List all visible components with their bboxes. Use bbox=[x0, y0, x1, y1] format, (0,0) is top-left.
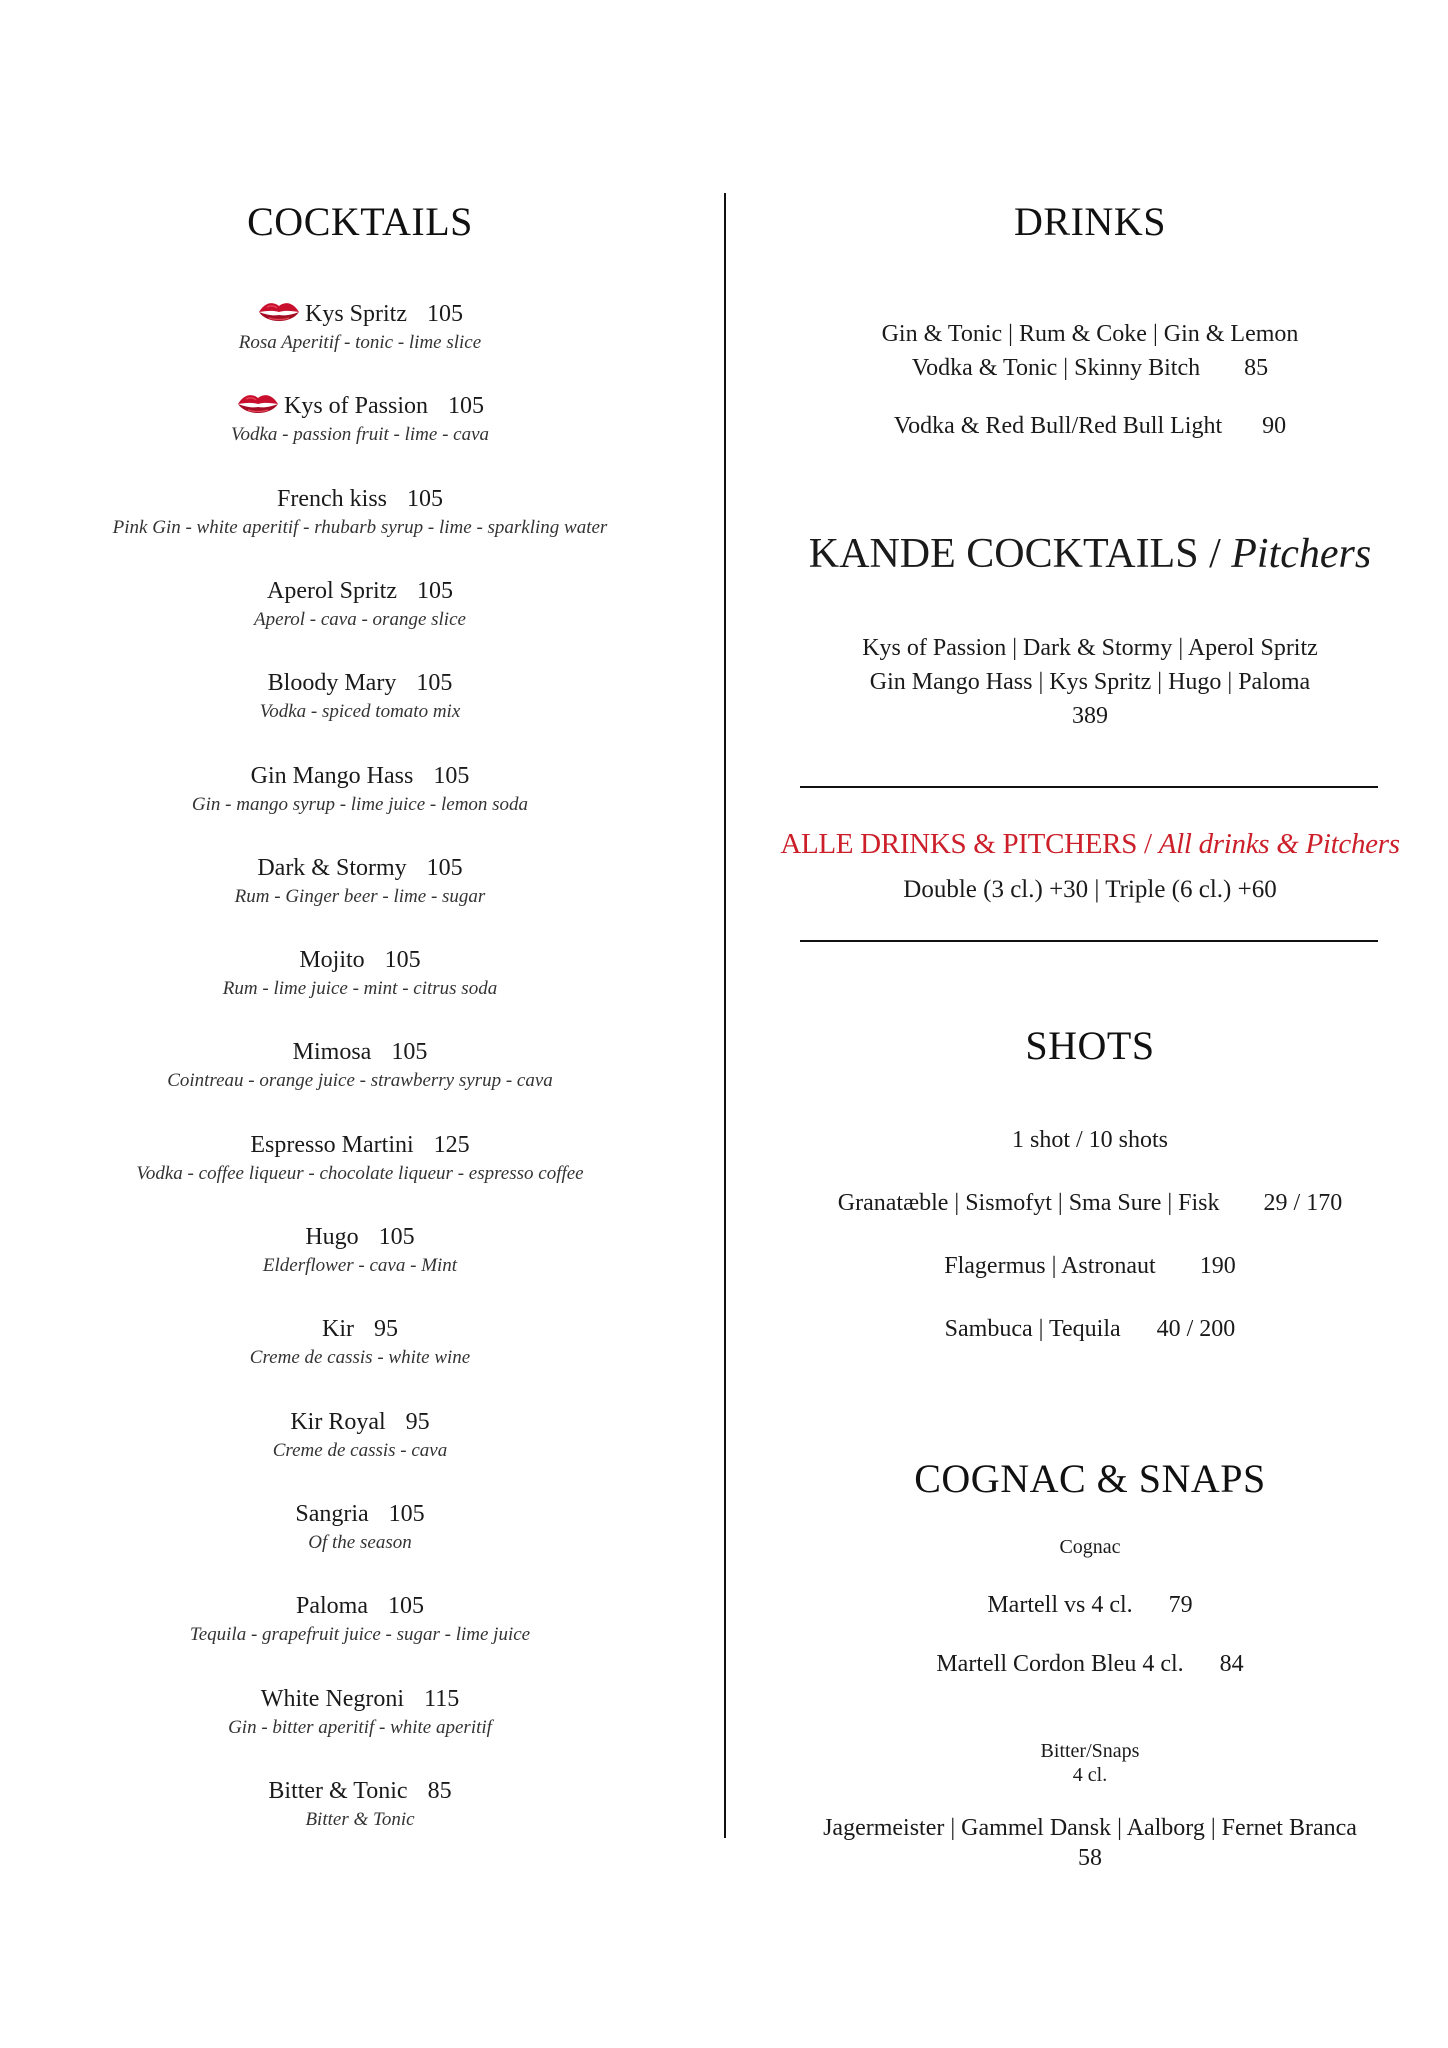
cocktail-price: 105 bbox=[448, 393, 484, 419]
cocktail-description: Rosa Aperitif - tonic - lime slice bbox=[238, 332, 482, 353]
cocktail-name: White Negroni bbox=[260, 1686, 405, 1712]
shots-row-price: 40 / 200 bbox=[1156, 1316, 1236, 1342]
shots-row-price: 190 bbox=[1199, 1253, 1236, 1279]
cocktail-title-line bbox=[60, 1590, 660, 1622]
pitchers-heading-sub: Pitchers bbox=[1231, 531, 1372, 577]
cocktail-price: 85 bbox=[427, 1778, 452, 1804]
cocktail-item bbox=[60, 1498, 660, 1556]
bitter-size: 4 cl. bbox=[1072, 1764, 1108, 1786]
cocktail-description: Rum - lime juice - mint - citrus soda bbox=[222, 978, 498, 999]
cocktail-title-line bbox=[60, 1775, 660, 1807]
right-column bbox=[740, 0, 1440, 2048]
upgrade-heading-sub: All drinks & Pitchers bbox=[1158, 828, 1400, 860]
cocktail-price: 105 bbox=[388, 1501, 425, 1527]
cocktail-description: Rum - Ginger beer - lime - sugar bbox=[234, 886, 486, 907]
cocktail-price: 105 bbox=[391, 1039, 428, 1065]
cocktail-price: 95 bbox=[405, 1409, 430, 1435]
cocktail-title-line bbox=[60, 760, 660, 792]
cocktail-name: Hugo bbox=[305, 1224, 359, 1250]
cocktail-description: Of the season bbox=[308, 1532, 412, 1553]
cocktail-price: 95 bbox=[374, 1316, 398, 1342]
upgrade-top-rule bbox=[800, 786, 1378, 788]
shots-heading: SHOTS bbox=[1025, 1023, 1155, 1068]
cocktail-price: 105 bbox=[427, 301, 463, 327]
cocktail-item bbox=[60, 1129, 660, 1187]
cocktail-item bbox=[60, 760, 660, 818]
cocktail-price: 115 bbox=[424, 1686, 460, 1712]
cocktail-item bbox=[60, 1775, 660, 1833]
cocktail-description: Elderflower - cava - Mint bbox=[262, 1255, 458, 1276]
cognac-row-name: Martell Cordon Bleu 4 cl. bbox=[936, 1651, 1184, 1677]
cocktail-name: Bloody Mary bbox=[267, 670, 397, 696]
cognac-row bbox=[740, 1648, 1440, 1680]
cocktail-name: Aperol Spritz bbox=[267, 578, 397, 604]
cocktail-name: French kiss bbox=[277, 486, 387, 512]
cognac-row-name: Martell vs 4 cl. bbox=[987, 1592, 1133, 1618]
cocktail-item bbox=[60, 1590, 660, 1648]
cocktail-title-line bbox=[60, 1129, 660, 1161]
cocktail-title-line bbox=[60, 298, 660, 330]
drinks-line-2 bbox=[740, 352, 1440, 384]
cognac-row bbox=[740, 1589, 1440, 1621]
shots-row-price: 29 / 170 bbox=[1263, 1190, 1343, 1216]
cocktail-description: Bitter & Tonic bbox=[305, 1809, 415, 1830]
upgrade-line: Double (3 cl.) +30 | Triple (6 cl.) +60 bbox=[903, 876, 1277, 903]
cocktail-name: Kys of Passion bbox=[283, 393, 428, 419]
cocktail-name: Dark & Stormy bbox=[257, 855, 407, 881]
cocktail-price: 105 bbox=[407, 486, 443, 512]
upgrade-bottom-rule bbox=[800, 940, 1378, 942]
cocktail-description: Aperol - cava - orange slice bbox=[254, 609, 466, 630]
cocktail-price: 105 bbox=[426, 855, 463, 881]
drinks-line-3 bbox=[740, 410, 1440, 442]
cocktail-item bbox=[60, 483, 660, 541]
drinks-heading: DRINKS bbox=[1014, 199, 1166, 244]
cognac-label: Cognac bbox=[1059, 1536, 1121, 1558]
cocktail-name: Paloma bbox=[296, 1593, 368, 1619]
cocktail-description: Creme de cassis - white wine bbox=[249, 1347, 471, 1368]
cocktail-item bbox=[60, 1683, 660, 1741]
column-divider bbox=[724, 193, 726, 1838]
cocktail-price: 105 bbox=[388, 1593, 424, 1619]
cocktail-name: Mojito bbox=[299, 947, 365, 973]
upgrade-heading-main: ALLE DRINKS & PITCHERS / bbox=[780, 828, 1152, 860]
pitchers-heading bbox=[740, 530, 1440, 578]
shots-row bbox=[740, 1250, 1440, 1282]
cocktail-description: Pink Gin - white aperitif - rhubarb syrup - lime - sparkling water bbox=[112, 517, 608, 538]
shots-row bbox=[740, 1313, 1440, 1345]
upgrade-heading bbox=[740, 826, 1440, 862]
cocktail-item bbox=[60, 390, 660, 448]
cocktail-item bbox=[60, 575, 660, 633]
pitchers-line-1: Kys of Passion | Dark & Stormy | Aperol Spritz bbox=[862, 635, 1318, 661]
cognac-row-price: 79 bbox=[1168, 1592, 1193, 1618]
kiss-icon bbox=[257, 298, 301, 326]
cocktails-section bbox=[60, 0, 660, 2048]
cocktail-title-line bbox=[60, 667, 660, 699]
bitter-names: Jagermeister | Gammel Dansk | Aalborg | Fernet Branca bbox=[823, 1815, 1357, 1841]
cocktail-price: 105 bbox=[384, 947, 421, 973]
cocktail-description: Tequila - grapefruit juice - sugar - lime juice bbox=[189, 1624, 531, 1645]
cocktail-price: 105 bbox=[416, 670, 453, 696]
cocktail-item bbox=[60, 1313, 660, 1371]
pitchers-heading-main: KANDE COCKTAILS / bbox=[808, 531, 1221, 577]
cocktail-price: 105 bbox=[433, 763, 470, 789]
cocktail-price: 125 bbox=[433, 1132, 470, 1158]
shots-subheading: 1 shot / 10 shots bbox=[1011, 1127, 1169, 1153]
kiss-icon bbox=[236, 390, 280, 418]
cocktail-name: Kys Spritz bbox=[305, 301, 407, 327]
cocktail-item bbox=[60, 1406, 660, 1464]
drinks-line-3-names: Vodka & Red Bull/Red Bull Light bbox=[893, 413, 1223, 439]
cocktail-title-line bbox=[60, 1498, 660, 1530]
cocktail-item bbox=[60, 667, 660, 725]
cocktail-name: Espresso Martini bbox=[250, 1132, 414, 1158]
cocktail-item bbox=[60, 1036, 660, 1094]
cocktail-title-line bbox=[60, 852, 660, 884]
cocktail-name: Kir bbox=[322, 1316, 354, 1342]
cocktail-title-line bbox=[60, 483, 660, 515]
cocktail-item bbox=[60, 298, 660, 356]
shots-row-names: Sambuca | Tequila bbox=[944, 1316, 1121, 1342]
cocktail-description: Vodka - coffee liqueur - chocolate liqueur - espresso coffee bbox=[136, 1163, 584, 1184]
cocktail-title-line bbox=[60, 390, 660, 422]
cocktail-description: Vodka - passion fruit - lime - cava bbox=[230, 424, 490, 445]
cocktail-title-line bbox=[60, 1406, 660, 1438]
cocktail-price: 105 bbox=[378, 1224, 415, 1250]
shots-row bbox=[740, 1187, 1440, 1219]
cocktail-description: Gin - mango syrup - lime juice - lemon soda bbox=[191, 794, 529, 815]
shots-row-names: Granatæble | Sismofyt | Sma Sure | Fisk bbox=[837, 1190, 1220, 1216]
cocktail-title-line bbox=[60, 944, 660, 976]
bitter-price: 58 bbox=[1078, 1845, 1102, 1871]
cocktail-price: 105 bbox=[416, 578, 453, 604]
cognac-row-price: 84 bbox=[1219, 1651, 1244, 1677]
cocktail-description: Gin - bitter aperitif - white aperitif bbox=[228, 1717, 492, 1738]
cocktail-description: Creme de cassis - cava bbox=[272, 1440, 448, 1461]
cognac-heading: COGNAC & SNAPS bbox=[914, 1456, 1266, 1501]
cocktail-name: Sangria bbox=[295, 1501, 369, 1527]
shots-row-names: Flagermus | Astronaut bbox=[944, 1253, 1156, 1279]
cocktail-name: Kir Royal bbox=[290, 1409, 386, 1435]
bitter-label: Bitter/Snaps bbox=[1040, 1740, 1140, 1762]
cocktail-title-line bbox=[60, 1221, 660, 1253]
drinks-line-2-price: 85 bbox=[1244, 355, 1269, 381]
cocktails-heading: COCKTAILS bbox=[247, 199, 473, 244]
cocktail-description: Cointreau - orange juice - strawberry syrup - cava bbox=[167, 1070, 553, 1091]
drinks-line-2-names: Vodka & Tonic | Skinny Bitch bbox=[911, 355, 1201, 381]
cocktail-title-line bbox=[60, 1683, 660, 1715]
cocktail-item bbox=[60, 852, 660, 910]
cocktail-item bbox=[60, 1221, 660, 1279]
cocktail-name: Mimosa bbox=[292, 1039, 372, 1065]
cocktail-name: Bitter & Tonic bbox=[268, 1778, 408, 1804]
cocktail-title-line bbox=[60, 1313, 660, 1345]
pitchers-line-2: Gin Mango Hass | Kys Spritz | Hugo | Paloma bbox=[869, 669, 1311, 695]
cocktail-item bbox=[60, 944, 660, 1002]
drinks-line-3-price: 90 bbox=[1262, 413, 1287, 439]
cocktail-title-line bbox=[60, 575, 660, 607]
cocktail-title-line bbox=[60, 1036, 660, 1068]
cocktail-name: Gin Mango Hass bbox=[250, 763, 414, 789]
cocktail-description: Vodka - spiced tomato mix bbox=[259, 701, 461, 722]
drinks-line-1: Gin & Tonic | Rum & Coke | Gin & Lemon bbox=[881, 321, 1299, 347]
pitchers-price: 389 bbox=[1072, 703, 1108, 729]
